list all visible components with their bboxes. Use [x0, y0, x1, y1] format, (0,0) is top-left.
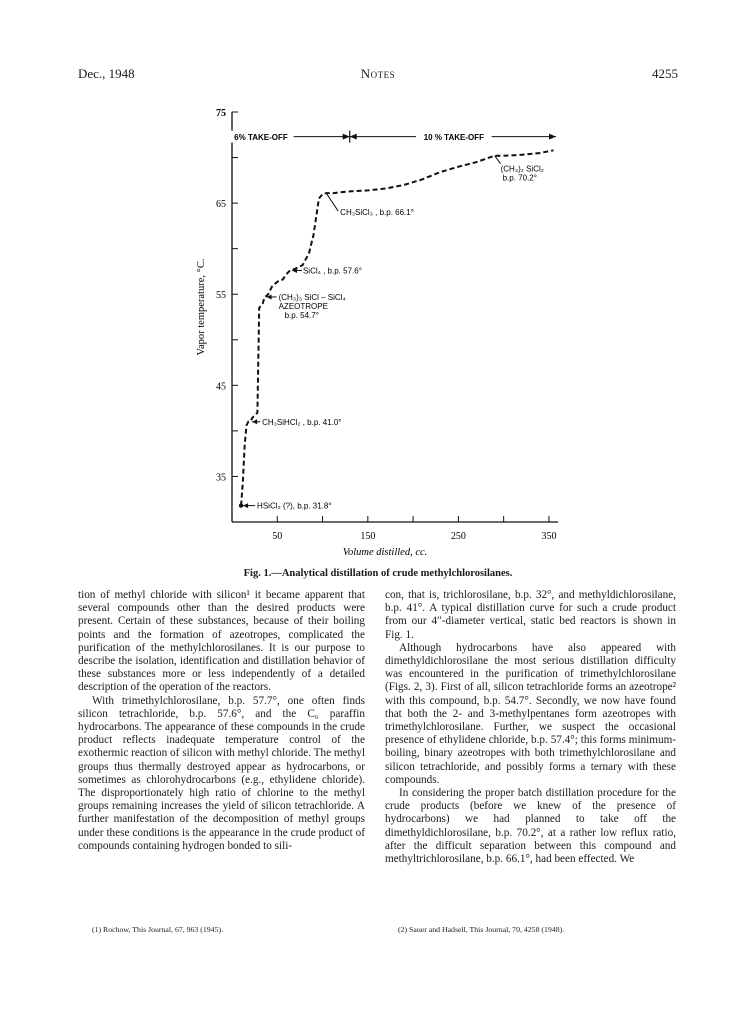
takeoff-arrowhead-mid-left: [343, 134, 350, 140]
curve-start-point: [239, 503, 243, 507]
x-tick-label: 50: [272, 531, 283, 542]
left-column: [78, 589, 365, 853]
arrow-hsicl3-head: [243, 503, 248, 508]
header-section: Notes: [360, 66, 396, 81]
y-tick-label: 75: [216, 108, 226, 119]
takeoff-arrowhead-right: [549, 134, 556, 140]
arrow-ch3sihcl2-head: [252, 419, 257, 424]
y-tick-label: 35: [216, 472, 226, 484]
right-paragraph-3: In considering the proper batch distillation procedure for the crude products (before we knew of the presence of hydrocarbons) we had planned to take off the dimethyldichlorosilane, b.p. 70.2°, at a rather low reflux ratio, after the difficult separation between this compound and methyltrichlorosilane, b.p. 66.1°, had been effected. We: [385, 787, 676, 866]
distillation-chart: [186, 98, 576, 566]
x-tick-label: 250: [450, 531, 466, 542]
header-page-number: 4255: [652, 66, 678, 81]
footnote-1: (1) Rochow, This Journal, 67, 963 (1945).: [92, 925, 224, 934]
annotation-azeotrope-line1: (CH₃)₃ SiCl – SiCl₄: [278, 292, 346, 302]
header-date: Dec., 1948: [78, 66, 135, 81]
y-tick-label: 45: [216, 381, 226, 393]
takeoff-label-6pct: 6% TAKE-OFF: [234, 133, 288, 143]
arrow-ch3sicl3: [326, 193, 338, 211]
annotation-sicl4: SiCl₄ , b.p. 57.6°: [302, 266, 362, 276]
footnote-2: (2) Sauer and Hadsell, This Journal, 70, 4258 (1948).: [398, 925, 565, 934]
x-axis-label: Volume distilled, cc.: [342, 547, 428, 558]
figure-1: [186, 98, 576, 566]
distillation-curve: [241, 150, 553, 505]
y-tick-label: 55: [216, 290, 226, 302]
x-tick-label: 150: [360, 531, 376, 542]
annotation-ch3-2sicl2-line1: (CH₃)₂ SiCl₂: [500, 164, 544, 174]
annotation-ch3sihcl2: CH₃SiHCl₂ , b.p. 41.0°: [262, 417, 342, 427]
takeoff-arrowhead-mid-right: [350, 134, 357, 140]
right-paragraph-2: Although hydrocarbons have also appeared with dimethyldichlorosilane the most serious distillation difficulty was encountered in the purification of trimethylchlorosilane (Figs. 2, 3). First of all, silicon tetrachloride forms an azeotrope² with this compound, b.p. 54.7°. Secondly, we now have found that both the 2- and 3-methylpentanes form azeotropes with trimethylchlorosilane. Further, we suspect the occasional presence of ethylidene chloride, b.p. 57.4°; this forms minimum-boiling, binary azeotropes with both trimethylchlorosilane and silicon tetrachloride, and possibly forms a ternary with these compounds.: [385, 641, 676, 786]
right-column: [385, 589, 676, 866]
annotation-ch3-2sicl2-line2: b.p. 70.2°: [502, 173, 537, 183]
left-paragraph-2: With trimethylchlorosilane, b.p. 57.7°, one often finds silicon tetrachloride, b.p. 57.6°, and the C₆ paraffin hydrocarbons. The appearance of these compounds in the crude product reflects inadequate temperature control of the exothermic reaction of silicon with methyl chloride. The methyl groups thus thermally destroyed appear as hydrocarbons, or sometimes as chlorohydrocarbons (e.g., ethylidene chloride). The disproportionately high ratio of chlorine to the methyl groups remaining increases the yield of silicon tetrachloride. A further manifestation of the decomposition of methyl groups under these conditions is the appearance in the crude product of compounds containing hydrogen bonded to sili-: [78, 694, 365, 852]
figure-caption: Fig. 1.—Analytical distillation of crude methylchlorosilanes.: [243, 568, 513, 579]
x-tick-label: 350: [541, 531, 557, 542]
annotation-hsicl3: HSiCl₃ (?), b.p. 31.8°: [257, 501, 332, 511]
takeoff-label-10pct: 10 % TAKE-OFF: [423, 133, 485, 143]
right-paragraph-1: con, that is, trichlorosilane, b.p. 32°, and methyldichlorosilane, b.p. 41°. A typical distillation curve for such a crude product from our 4″-diameter vertical, static bed reactors is shown in Fig. 1.: [385, 589, 676, 641]
y-axis-label: Vapor temperature, °C.: [196, 258, 207, 356]
left-paragraph-1: tion of methyl chloride with silicon¹ it became apparent that several compounds other than the desired products were present. Certain of these substances, because of their boiling points and the formation of azeotropes, complicated the purification of the methylchlorosilanes. It is our purpose to describe the isolation, identification and distillation behavior of these substances more or less independently of a detailed description of the operation of the reactors.: [78, 589, 365, 694]
y-tick-label: 65: [216, 199, 226, 211]
annotation-ch3sicl3: CH₃SiCl₃ , b.p. 66.1°: [340, 208, 414, 218]
page-header: [78, 66, 678, 86]
arrow-ch3-2sicl2: [495, 156, 501, 164]
annotation-azeotrope-line3: b.p. 54.7°: [284, 310, 319, 320]
annotation-azeotrope-line2: AZEOTROPE: [278, 301, 328, 311]
